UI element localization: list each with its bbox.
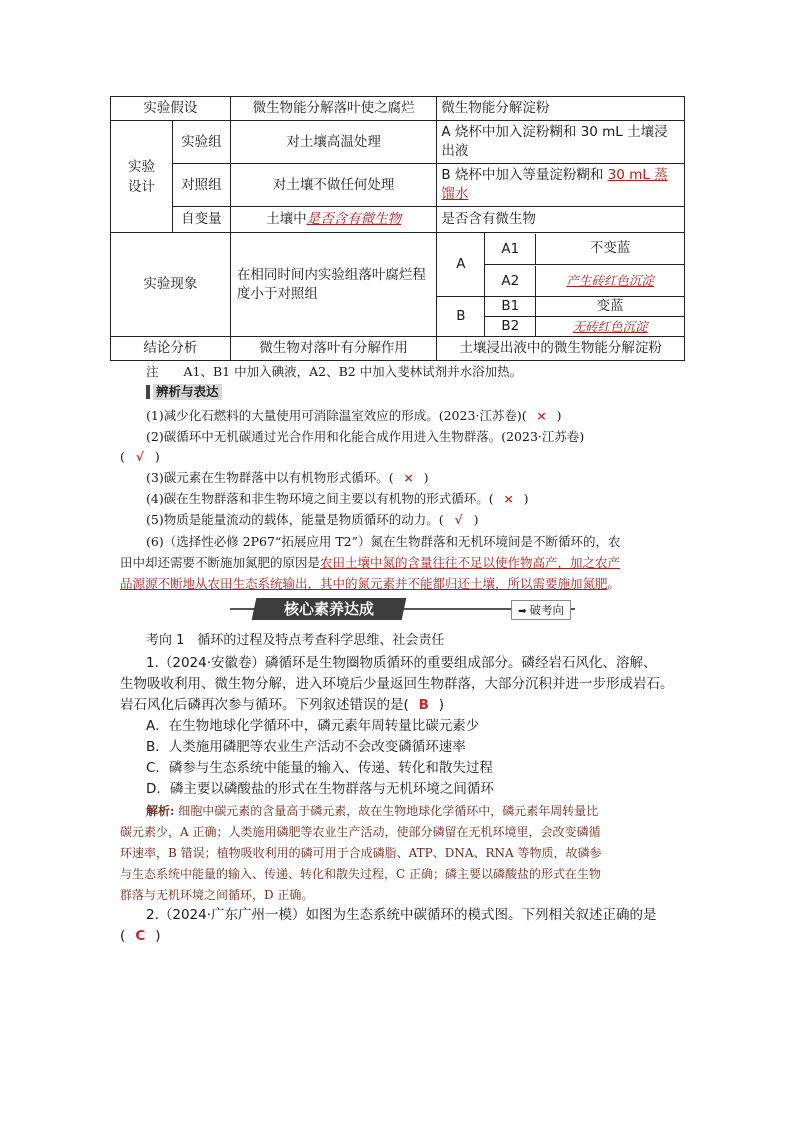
statement-2-open: ( <box>120 449 125 464</box>
cell-variable-1 <box>230 207 437 233</box>
direction-heading: 考向 1 循环的过程及特点考查科学思维、社会责任 <box>146 633 445 648</box>
cell-hypothesis-label: 实验假设 <box>111 97 231 121</box>
statement-3 <box>146 468 428 487</box>
statement-1-end: ) <box>556 408 562 423</box>
cell-variable-2: 是否含有微生物 <box>437 207 685 233</box>
cell-exp-group-label: 实验组 <box>172 121 230 164</box>
statement-6-prefix: 田中却还需要不断施加氮肥的原因是 <box>120 555 321 570</box>
cell-hypothesis-1: 微生物能分解落叶使之腐烂 <box>230 97 437 121</box>
heading-marker <box>146 385 150 399</box>
solution-text-1: 细胞中碳元素的含量高于磷元素，故在生物地球化学循环中，磷元素年周转量比 <box>178 804 599 818</box>
solution-line5: 群落与无机环境之间循环，D 正确。 <box>120 888 314 902</box>
cell-b2 <box>485 317 685 337</box>
a1-label: A1 <box>485 234 536 264</box>
experiment-table <box>110 96 685 361</box>
cell-b1 <box>485 297 685 317</box>
statement-5-text: (5)物质是能量流动的载体，能量是物质循环的动力。( <box>146 512 444 527</box>
section-heading <box>146 384 222 400</box>
table-note: 注 A1、B1 中加入碘液，A2、B2 中加入斐林试剂并水浴加热。 <box>146 364 523 379</box>
cell-a1 <box>485 233 685 265</box>
a2-label: A2 <box>485 266 536 296</box>
b1-label: B1 <box>485 297 536 316</box>
q1-option-b: B．人类施用磷肥等农业生产活动不会改变磷循环速率 <box>146 739 466 755</box>
q1-option-d: D．磷主要以磷酸盐的形式在生物群落与无机环境之间循环 <box>146 781 494 797</box>
solution-label: 解析: <box>146 804 175 818</box>
a1-result: 不变蓝 <box>589 240 631 256</box>
variable-text: 土壤中 <box>266 211 307 227</box>
section-banner <box>230 598 575 620</box>
cell-phenomenon-label: 实验现象 <box>111 233 231 337</box>
q2-line1: 2.（2024·广东广州一模）如图为生态系统中碳循环的模式图。下列相关叙述正确的是 <box>146 907 657 923</box>
cell-design-label <box>111 121 173 233</box>
statement-6-line3 <box>120 574 620 593</box>
q1-option-c: C．磷参与生态系统中能量的输入、传递、转化和散失过程 <box>146 760 493 776</box>
cell-ctrl-group-1: 对土壤不做任何处理 <box>230 164 437 207</box>
cell-ctrl-group-label: 对照组 <box>172 164 230 207</box>
statement-2-answer: √ <box>135 449 144 464</box>
statement-3-answer: × <box>403 470 414 485</box>
statement-4-answer: × <box>503 491 514 506</box>
ctrl-text: B 烧杯中加入等量淀粉糊和 <box>441 167 608 183</box>
solution-line3: 环速率，B 错误；植物吸收利用的磷可用于合成磷脂、ATP、DNA、RNA 等物质，故磷参 <box>120 846 602 860</box>
statement-2-end: ) <box>154 449 160 464</box>
q2-close: ) <box>155 928 161 944</box>
q2-open: ( <box>120 928 126 944</box>
statement-1 <box>146 406 562 425</box>
a2-result: 产生砖红色沉淀 <box>566 273 654 288</box>
statement-5 <box>146 510 478 529</box>
solution-line4: 与生态系统中能量的输入、传递、转化和散失过程，C 正确；磷主要以磷酸盐的形式在生物 <box>120 867 601 881</box>
statement-3-end: ) <box>423 470 429 485</box>
statement-6-line2 <box>120 553 620 572</box>
q1-answer: B <box>418 697 429 713</box>
statement-6-line1: (6)（选择性必修 2P67“拓展应用 T2”）氮在生物群落和无机环境间是不断循环的，农 <box>146 534 621 549</box>
cell-phenomenon-1: 在相同时间内实验组落叶腐烂程度小于对照组 <box>230 233 437 337</box>
ctrl-answer: 30 mL 蒸馏水 <box>441 167 668 202</box>
cell-ctrl-group-2 <box>437 164 685 207</box>
b2-result: 无砖红色沉淀 <box>572 319 648 334</box>
variable-answer: 是否含有微生物 <box>306 211 402 227</box>
statement-4-text: (4)碳在生物群落和非生物环境之间主要以有机物的形式循环。( <box>146 491 494 506</box>
cell-conclusion-2: 土壤浸出液中的微生物能分解淀粉 <box>437 337 685 361</box>
banner-tag <box>252 598 407 620</box>
banner-right <box>511 600 571 620</box>
q1-line3 <box>120 696 444 715</box>
statement-5-answer: √ <box>454 512 463 527</box>
statement-6-answer-a: 农田土壤中氮的含量往往不足以使作物高产，加之农产 <box>320 555 621 570</box>
section-title: 辨析与表达 <box>153 384 222 400</box>
statement-1-answer: × <box>536 408 547 423</box>
statement-4-end: ) <box>523 491 529 506</box>
cell-beaker-b: B <box>437 297 485 337</box>
statement-2-line2 <box>120 447 160 466</box>
q1-line1: 1.（2024·安徽卷）磷循环是生物圈物质循环的重要组成部分。磷经岩石风化、溶解、 <box>146 655 657 671</box>
cell-exp-group-2: A 烧杯中加入淀粉糊和 30 mL 土壤浸出液 <box>437 121 685 164</box>
cell-exp-group-1: 对土壤高温处理 <box>230 121 437 164</box>
statement-6-answer-b: 品源源不断地从农田生态系统输出，其中的氮元素并不能都归还土壤，所以需要施加氮肥 <box>120 576 608 591</box>
solution-line2: 碳元素少，A 正确；人类施用磷肥等农业生产活动，使部分磷留在无机环境里，会改变磷循 <box>120 825 601 839</box>
statement-2-line1: (2)碳循环中无机碳通过光合作用和化能合成作用进入生物群落。(2023·江苏卷) <box>146 429 585 444</box>
b2-label: B2 <box>485 317 536 336</box>
cell-conclusion-label: 结论分析 <box>111 337 231 361</box>
statement-6-end: 。 <box>607 576 621 591</box>
arrow-right-icon: ➡ <box>518 606 527 617</box>
cell-variable-label: 自变量 <box>172 207 230 233</box>
design-label: 实验设计 <box>127 158 155 195</box>
q1-stem-end: 岩石风化后磷再次参与循环。下列叙述错误的是( <box>120 697 409 713</box>
q1-close: ) <box>438 697 445 713</box>
q1-option-a: A．在生物地球化学循环中，磷元素年周转量比碳元素少 <box>146 718 480 734</box>
statement-1-text: (1)减少化石燃料的大量使用可消除温室效应的形成。(2023·江苏卷)( <box>146 408 527 423</box>
q1-line2: 生物吸收利用、微生物分解，进入环境后少量返回生物群落，大部分沉积并进一步形成岩石。 <box>120 676 674 692</box>
solution-line1 <box>146 802 598 821</box>
cell-beaker-a: A <box>437 233 485 297</box>
q2-line2 <box>120 927 161 946</box>
cell-conclusion-1: 微生物对落叶有分解作用 <box>230 337 437 361</box>
banner-right-text: 破考向 <box>529 603 564 617</box>
cell-a2 <box>485 265 685 297</box>
q2-answer: C <box>135 928 146 944</box>
cell-hypothesis-2: 微生物能分解淀粉 <box>437 97 685 121</box>
statement-3-text: (3)碳元素在生物群落中以有机物形式循环。( <box>146 470 394 485</box>
b1-result: 变蓝 <box>596 298 624 314</box>
statement-5-end: ) <box>473 512 479 527</box>
banner-title: 核心素养达成 <box>283 600 374 618</box>
statement-4 <box>146 489 528 508</box>
